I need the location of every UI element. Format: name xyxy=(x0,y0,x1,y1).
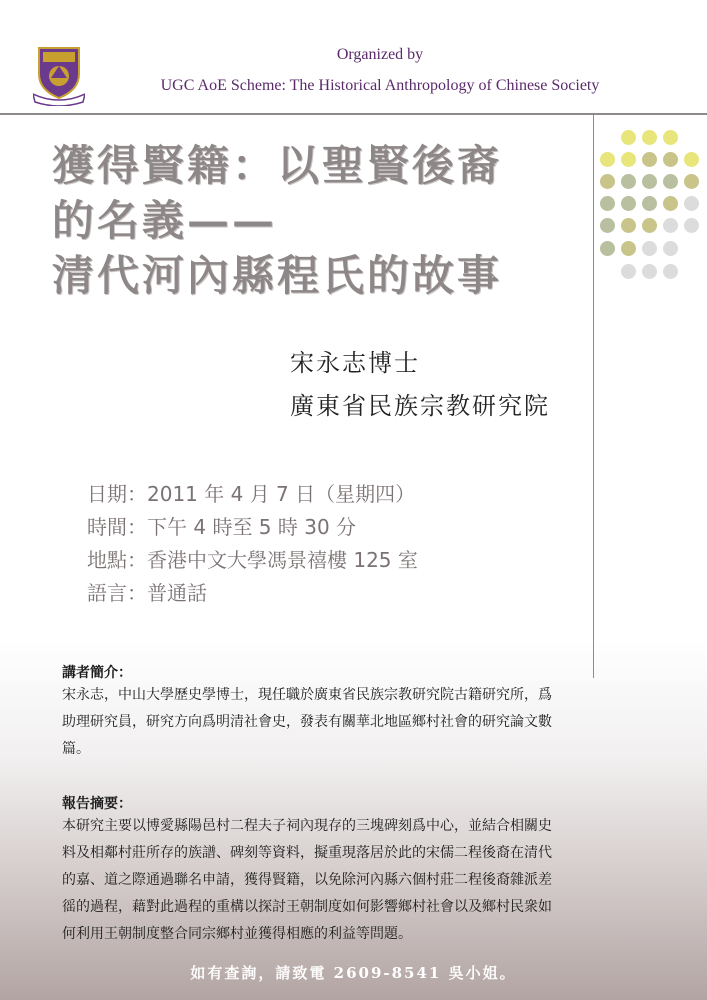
detail-time-value: 下午 4 時至 5 時 30 分 xyxy=(147,515,357,539)
speaker-name: 宋永志博士 xyxy=(290,349,420,377)
detail-time-label: 時間： xyxy=(87,515,147,539)
decorative-dot xyxy=(621,130,636,145)
detail-venue-label: 地點： xyxy=(87,548,147,572)
decorative-dot xyxy=(663,264,678,279)
detail-venue-value: 香港中文大學馮景禧樓 125 室 xyxy=(147,548,418,572)
detail-date xyxy=(87,478,415,507)
decorative-dot xyxy=(600,152,615,167)
decorative-dot xyxy=(600,218,615,233)
decorative-dot xyxy=(684,218,699,233)
abstract-heading: 報告摘要： xyxy=(62,796,132,812)
decorative-dot xyxy=(621,196,636,211)
decorative-dot xyxy=(663,218,678,233)
decorative-dot xyxy=(642,264,657,279)
decorative-dot xyxy=(663,130,678,145)
bio-text: 宋永志，中山大學歷史學博士，現任職於廣東省民族宗教研究院古籍研究所，爲 助理研究員，研究方向爲明清社會史，發表有關華北地區鄉村社會的研究論文數 篇。 xyxy=(62,687,552,757)
detail-time xyxy=(87,511,356,540)
decorative-dot xyxy=(621,218,636,233)
decorative-dot xyxy=(642,174,657,189)
speaker-affiliation: 廣東省民族宗教研究院 xyxy=(290,392,550,420)
decorative-dot xyxy=(663,152,678,167)
decorative-dot xyxy=(642,218,657,233)
decorative-dot xyxy=(684,174,699,189)
detail-language-label: 語言： xyxy=(87,581,147,605)
contact-info: 如有查詢，請致電 2609-8541 吳小姐。 xyxy=(190,964,517,982)
detail-date-label: 日期： xyxy=(87,482,147,506)
decorative-dot xyxy=(684,196,699,211)
decorative-dot xyxy=(642,130,657,145)
decorative-dot xyxy=(663,196,678,211)
decorative-dot xyxy=(621,174,636,189)
decorative-dot xyxy=(600,174,615,189)
detail-language xyxy=(87,577,207,606)
bio-heading: 講者簡介： xyxy=(62,665,132,681)
decorative-dot xyxy=(621,264,636,279)
decorative-dot xyxy=(684,152,699,167)
decorative-dot xyxy=(621,152,636,167)
abstract-text: 本研究主要以博愛縣陽邑村二程夫子祠內現存的三塊碑刻爲中心，並結合相關史 料及相鄰村莊所存的族譜、碑刻等資料，擬重現落居於此的宋儒二程後裔在清代 的嘉、道之際通過聯名申請，獲得賢籍，以免除河內縣六個村莊二程後裔雜派差 徭的過程，藉對此過程的重構以探討王朝制度如何影響鄉村社會以及鄉村民衆如 何利用王朝制度整合同宗鄉村並獲得相應的利益等問題。 xyxy=(62,818,552,942)
event-title: 獲得賢籍：以聖賢後裔 的名義—— 清代河內縣程氏的故事 xyxy=(52,141,503,300)
detail-venue xyxy=(87,544,418,573)
decorative-dot xyxy=(663,241,678,256)
organizer-name: UGC AoE Scheme: The Historical Anthropology of Chinese Society xyxy=(160,77,600,94)
decorative-dot xyxy=(600,241,615,256)
organized-by-label: Organized by xyxy=(336,46,424,63)
decorative-dot xyxy=(621,241,636,256)
detail-date-value: 2011 年 4 月 7 日（星期四） xyxy=(147,482,416,506)
decorative-dot xyxy=(642,196,657,211)
decorative-dot xyxy=(663,174,678,189)
decorative-dot xyxy=(642,241,657,256)
decorative-dot xyxy=(642,152,657,167)
detail-language-value: 普通話 xyxy=(147,581,207,605)
decorative-dot xyxy=(600,196,615,211)
